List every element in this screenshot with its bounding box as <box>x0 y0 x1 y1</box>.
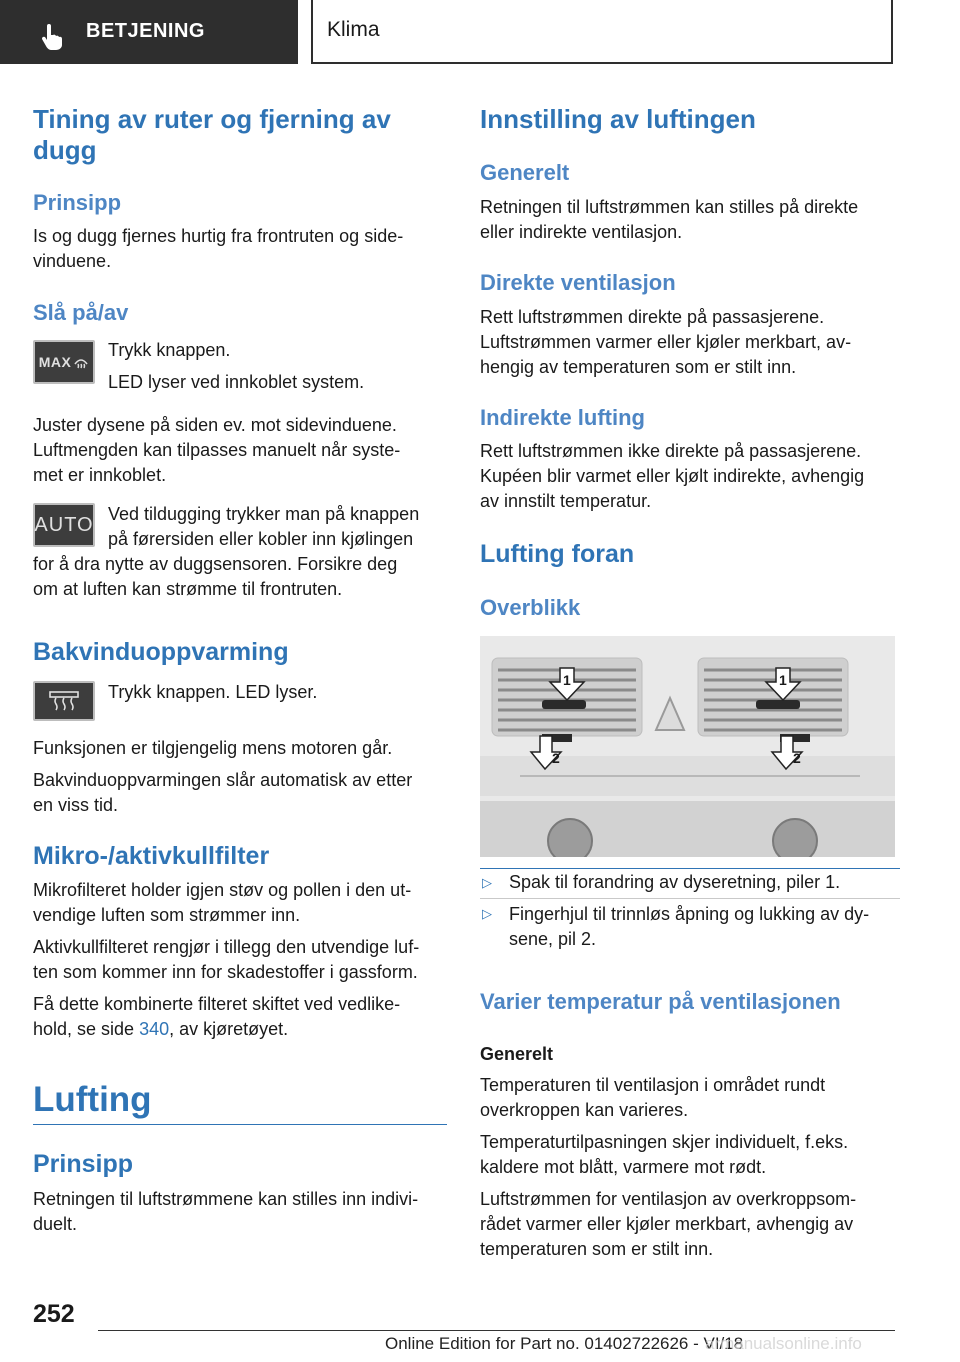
max-defrost-button-icon <box>33 340 95 384</box>
text-line: sene, pil 2. <box>509 929 597 949</box>
text-line: Is og dugg fjernes hurtig fra frontruten og side- <box>33 226 404 246</box>
text-line: Kupéen blir varmet eller kjølt indirekte, avhengig <box>480 466 865 486</box>
list-item: Spak til forandring av dyseretning, piler 1. <box>509 872 841 892</box>
defog-title <box>33 104 453 166</box>
text-line: vendige luften som strømmer inn. <box>33 905 301 925</box>
page-340-link[interactable]: 340 <box>139 1019 170 1039</box>
rear-press-text: Trykk knappen. LED lyser. <box>108 682 318 702</box>
bullet-triangle-icon: ▷ <box>482 875 492 890</box>
text-line: Bakvinduoppvarmingen slår automatisk av etter <box>33 770 413 790</box>
text-line: Luftmengden kan tilpasses manuelt når syste- <box>33 440 401 460</box>
vent-principle-text <box>33 1187 453 1237</box>
general-heading: Generelt <box>480 160 570 185</box>
text-line: met er innkoblet. <box>33 465 167 485</box>
text-line: Luftstrømmen for ventilasjon av overkroppsom- <box>480 1189 857 1209</box>
text-line: av innstilt temperatur. <box>480 491 652 511</box>
direct-heading: Direkte ventilasjon <box>480 270 676 295</box>
callout-1-right: 1 <box>779 672 787 688</box>
bullet-triangle-icon: ▷ <box>482 906 492 921</box>
text-line: Retningen til luftstrømmene kan stilles inn indivi- <box>33 1189 419 1209</box>
footer-rule <box>98 1330 895 1331</box>
text-line: for å dra nytte av duggsensoren. Forsikre deg <box>33 554 398 574</box>
rear-defrost-button-icon <box>33 681 95 721</box>
text-line: vinduene. <box>33 251 112 271</box>
text-line: Rett luftstrømmen direkte på passasjerene. <box>480 307 825 327</box>
max-button-label: MAX <box>38 354 72 370</box>
text-line: temperaturen som er stilt inn. <box>480 1239 714 1259</box>
list-item <box>509 902 869 952</box>
vent-overview-image <box>480 636 895 857</box>
text-line: duelt. <box>33 1214 78 1234</box>
defog-title-line: dugg <box>33 135 97 165</box>
section-rule <box>33 1124 447 1125</box>
list-top-rule <box>480 868 900 869</box>
led-text: LED lyser ved innkoblet system. <box>108 372 365 392</box>
watermark: armanualsonline.info <box>705 1334 862 1353</box>
defog-principle-heading: Prinsipp <box>33 190 122 215</box>
text-fragment: , av kjøretøyet. <box>169 1019 289 1039</box>
text-line: rådet varmer eller kjøler merkbart, avhengig av <box>480 1214 854 1234</box>
header-chapter-label: Klima <box>327 18 380 41</box>
defrost-icon <box>73 354 89 370</box>
callout-2-right: 2 <box>793 750 801 766</box>
text-line: ten som kommer inn for skadestoffer i gassform. <box>33 962 418 982</box>
text-line: Funksjonen er tilgjengelig mens motoren går. <box>33 738 393 758</box>
vent-principle-heading: Prinsipp <box>33 1150 134 1178</box>
filter-text <box>33 878 453 1042</box>
rear-text <box>33 736 453 818</box>
rear-window-defrost-icon <box>47 690 81 712</box>
filter-heading: Mikro-/aktivkullfilter <box>33 842 270 870</box>
text-line: kaldere mot blått, varmere mot rødt. <box>480 1157 767 1177</box>
overview-heading: Overblikk <box>480 595 581 620</box>
vary-subheading: Generelt <box>480 1044 554 1064</box>
text-line: Temperaturtilpasningen skjer individuelt, f.eks. <box>480 1132 849 1152</box>
text-line: overkroppen kan varieres. <box>480 1100 689 1120</box>
direct-text <box>480 305 900 380</box>
hand-pointer-icon <box>38 24 66 52</box>
text-line: Aktivkullfilteret rengjør i tillegg den utvendige luf- <box>33 937 420 957</box>
text-line: Rett luftstrømmen ikke direkte på passasjerene. <box>480 441 862 461</box>
auto-button-label: AUTO <box>34 513 94 536</box>
text-fragment: hold, se side <box>33 1019 140 1039</box>
rear-defrost-heading: Bakvinduoppvarming <box>33 638 289 666</box>
text-line: Temperaturen til ventilasjon i området rundt <box>480 1075 826 1095</box>
dashboard-vents-illustration <box>480 636 895 857</box>
callout-2-left: 2 <box>552 750 560 766</box>
text-line: eller indirekte ventilasjon. <box>480 222 683 242</box>
footer-edition: Online Edition for Part no. 01402722626 - VI/18 <box>385 1334 744 1353</box>
text-line: Få dette kombinerte filteret skiftet ved vedlike- <box>33 994 401 1014</box>
onoff-heading: Slå på/av <box>33 300 129 325</box>
indirect-text <box>480 439 900 514</box>
adjust-paragraph <box>33 413 453 488</box>
press-button-text: Trykk knappen. <box>108 340 231 360</box>
auto-text-full <box>33 552 397 602</box>
front-vent-heading: Lufting foran <box>480 540 635 568</box>
text-line: om at luften kan strømme til frontruten. <box>33 579 343 599</box>
text-line: på førersiden eller kobler inn kjølingen <box>108 529 414 549</box>
defog-principle-text <box>33 224 453 274</box>
auto-text-indented <box>108 502 419 552</box>
setting-heading: Innstilling av luftingen <box>480 104 756 134</box>
text-line: Retningen til luftstrømmen kan stilles på direkte <box>480 197 859 217</box>
text-line: hengig av temperaturen som er stilt inn. <box>480 357 797 377</box>
header-section-tab <box>0 0 298 64</box>
auto-button-icon <box>33 503 95 547</box>
text-line-with-link <box>33 1017 453 1042</box>
defog-title-line: Tining av ruter og fjerning av <box>33 104 391 134</box>
text-line: Ved tildugging trykker man på knappen <box>108 504 420 524</box>
callout-1-left: 1 <box>563 672 571 688</box>
text-line: Luftstrømmen varmer eller kjøler merkbart, av- <box>480 332 852 352</box>
text-line: en viss tid. <box>33 795 119 815</box>
general-text <box>480 195 900 245</box>
page-number: 252 <box>33 1300 75 1328</box>
header-chapter-box <box>311 0 893 64</box>
lufting-heading: Lufting <box>33 1080 152 1119</box>
vary-heading: Varier temperatur på ventilasjonen <box>480 989 841 1014</box>
list-divider <box>480 898 900 899</box>
text-line: Fingerhjul til trinnløs åpning og lukking av dy- <box>509 904 870 924</box>
text-line: Juster dysene på siden ev. mot sidevinduene. <box>33 415 397 435</box>
vary-text <box>480 1073 900 1262</box>
indirect-heading: Indirekte lufting <box>480 405 645 430</box>
text-line: Mikrofilteret holder igjen støv og pollen i den ut- <box>33 880 412 900</box>
header-section-label: BETJENING <box>86 20 205 42</box>
